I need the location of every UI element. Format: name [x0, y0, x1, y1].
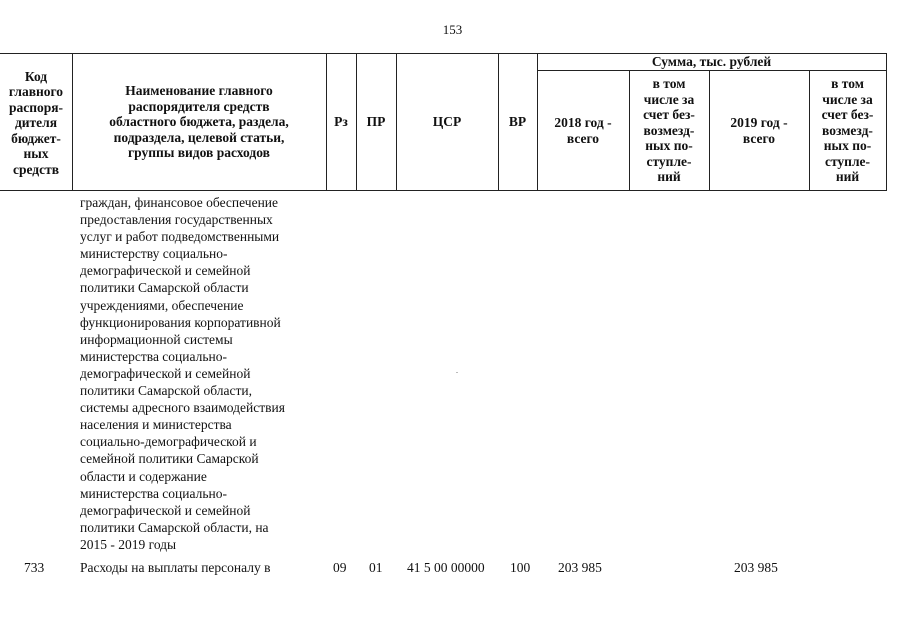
header-sum-group: Сумма, тыс. рублей: [651, 54, 772, 70]
table-right-border: [886, 53, 887, 191]
header-2018-total: 2018 год - всего: [554, 115, 612, 146]
header-csr: ЦСР: [432, 114, 462, 130]
continuation-text: граждан, финансовое обеспечение предоставления государственных услуг и работ подведомственными министерству социально- демографической и семейной политики Самарской области учреждениями, обеспечение функционирования корпоративной информационной системы министерства социально- демографической и семейной политики Самарской области, системы адресного взаимодействия населения и министерства социально-демографической и семейной политики Самарской области и содержание министерства социально- демографической и семейной политики Самарской области, на 2015 - 2019 годы: [80, 195, 285, 552]
scan-speck: [456, 372, 458, 373]
header-pr: ПР: [366, 114, 386, 130]
row-2018-total: 203 985: [558, 560, 602, 575]
row-code: 733: [24, 560, 45, 575]
header-code: Код главного распоря- дителя бюджет- ных средств: [8, 68, 64, 177]
row-name: Расходы на выплаты персоналу в: [80, 560, 271, 575]
row-vr: 100: [510, 560, 531, 575]
row-2019-total: 203 985: [734, 560, 778, 575]
row-pr: 01: [369, 560, 383, 575]
row-csr: 41 5 00 00000: [407, 560, 485, 575]
header-2019-total: 2019 год - всего: [730, 115, 788, 146]
header-vr: ВР: [508, 114, 527, 130]
header-name: Наименование главного распорядителя средств областного бюджета, раздела, подраздела, целевой статьи, группы видов расходов: [109, 83, 289, 161]
header-2019-free: в том числе за счет без- возмезд- ных по- ступле- ний: [821, 76, 874, 185]
header-rz: Рз: [334, 114, 348, 130]
header-2018-free: в том числе за счет без- возмезд- ных по- ступле- ний: [643, 76, 695, 185]
table-header-bottom-border: [0, 190, 886, 191]
row-rz: 09: [333, 560, 347, 575]
page-number: 153: [442, 22, 463, 37]
